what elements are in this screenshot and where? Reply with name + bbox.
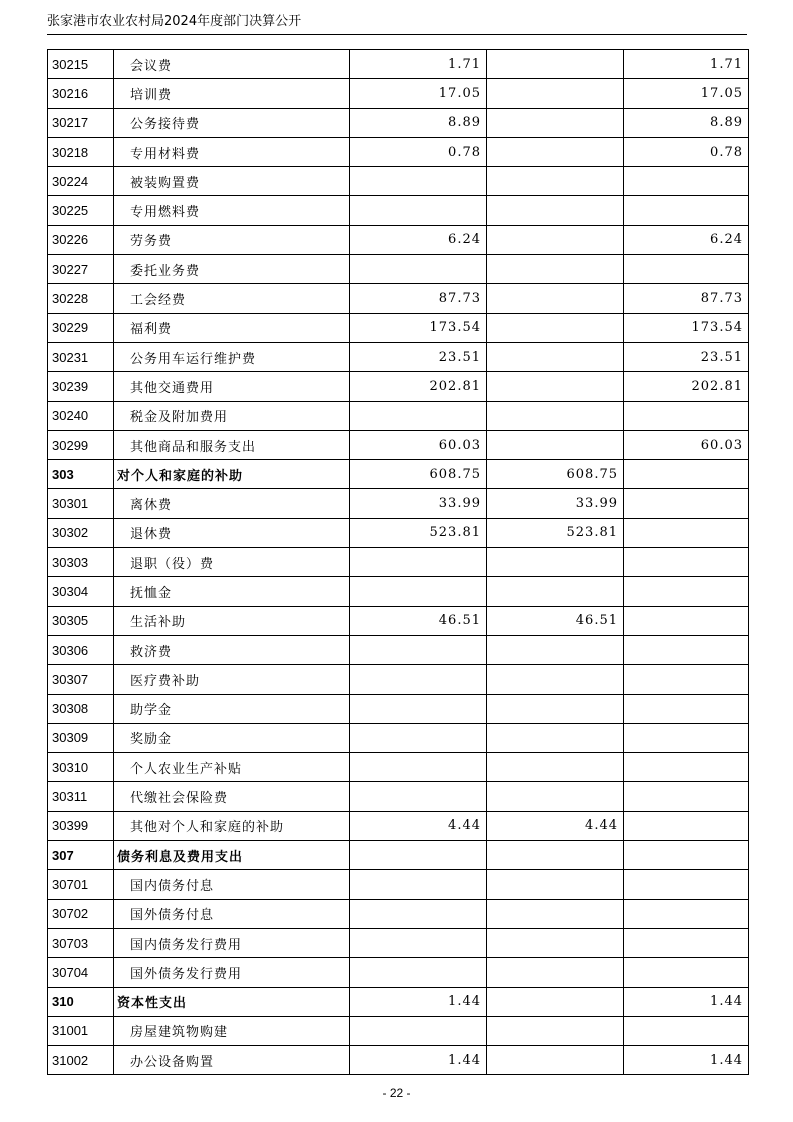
total-amount-cell — [350, 255, 487, 284]
expenditure-table — [47, 49, 749, 1075]
account-name-cell: 离休费 — [114, 489, 350, 518]
account-code-cell: 30218 — [48, 137, 114, 166]
basic-expenditure-cell — [487, 899, 624, 928]
total-amount-cell — [350, 694, 487, 723]
account-name-cell: 个人农业生产补贴 — [114, 753, 350, 782]
account-code-cell: 30307 — [48, 665, 114, 694]
account-name-cell: 国外债务付息 — [114, 899, 350, 928]
basic-expenditure-cell — [487, 870, 624, 899]
basic-expenditure-cell — [487, 108, 624, 137]
account-name-cell: 专用燃料费 — [114, 196, 350, 225]
basic-expenditure-cell — [487, 313, 624, 342]
basic-expenditure-cell — [487, 401, 624, 430]
account-code-cell: 307 — [48, 841, 114, 870]
total-amount-cell — [350, 958, 487, 987]
project-expenditure-cell — [624, 753, 749, 782]
total-amount-cell: 202.81 — [350, 372, 487, 401]
account-name-cell: 培训费 — [114, 79, 350, 108]
table-row — [48, 313, 749, 342]
account-code-cell: 30305 — [48, 606, 114, 635]
account-name-cell: 生活补助 — [114, 606, 350, 635]
table-row — [48, 225, 749, 254]
table-row — [48, 753, 749, 782]
account-name-cell: 被装购置费 — [114, 167, 350, 196]
total-amount-cell: 1.44 — [350, 987, 487, 1016]
total-amount-cell — [350, 753, 487, 782]
table-row — [48, 489, 749, 518]
total-amount-cell: 1.44 — [350, 1046, 487, 1075]
account-name-cell: 助学金 — [114, 694, 350, 723]
account-name-cell: 会议费 — [114, 50, 350, 79]
account-code-cell: 30215 — [48, 50, 114, 79]
project-expenditure-cell — [624, 196, 749, 225]
account-code-cell: 303 — [48, 460, 114, 489]
document-header: 张家港市农业农村局2024年度部门决算公开 — [47, 10, 747, 35]
total-amount-cell: 60.03 — [350, 430, 487, 459]
table-row — [48, 137, 749, 166]
account-code-cell: 30701 — [48, 870, 114, 899]
table-row — [48, 606, 749, 635]
table-row — [48, 723, 749, 752]
project-expenditure-cell: 1.71 — [624, 50, 749, 79]
account-name-cell: 公务用车运行维护费 — [114, 342, 350, 371]
account-name-cell: 奖励金 — [114, 723, 350, 752]
project-expenditure-cell — [624, 577, 749, 606]
basic-expenditure-cell — [487, 841, 624, 870]
total-amount-cell: 17.05 — [350, 79, 487, 108]
basic-expenditure-cell — [487, 665, 624, 694]
basic-expenditure-cell — [487, 1016, 624, 1045]
total-amount-cell: 523.81 — [350, 518, 487, 547]
project-expenditure-cell — [624, 167, 749, 196]
account-name-cell: 国内债务发行费用 — [114, 928, 350, 957]
project-expenditure-cell: 0.78 — [624, 137, 749, 166]
table-row — [48, 899, 749, 928]
account-name-cell: 办公设备购置 — [114, 1046, 350, 1075]
project-expenditure-cell: 17.05 — [624, 79, 749, 108]
project-expenditure-cell: 8.89 — [624, 108, 749, 137]
account-name-cell: 救济费 — [114, 635, 350, 664]
total-amount-cell: 4.44 — [350, 811, 487, 840]
table-row — [48, 255, 749, 284]
basic-expenditure-cell — [487, 50, 624, 79]
table-row — [48, 928, 749, 957]
total-amount-cell: 6.24 — [350, 225, 487, 254]
table-row — [48, 1016, 749, 1045]
account-name-cell: 代缴社会保险费 — [114, 782, 350, 811]
account-code-cell: 30217 — [48, 108, 114, 137]
basic-expenditure-cell — [487, 635, 624, 664]
basic-expenditure-cell: 46.51 — [487, 606, 624, 635]
project-expenditure-cell: 1.44 — [624, 1046, 749, 1075]
account-code-cell: 30227 — [48, 255, 114, 284]
basic-expenditure-cell — [487, 1046, 624, 1075]
account-name-cell: 抚恤金 — [114, 577, 350, 606]
account-name-cell: 资本性支出 — [114, 987, 350, 1016]
account-code-cell: 30399 — [48, 811, 114, 840]
account-code-cell: 30225 — [48, 196, 114, 225]
account-code-cell: 30239 — [48, 372, 114, 401]
basic-expenditure-cell — [487, 577, 624, 606]
account-name-cell: 其他对个人和家庭的补助 — [114, 811, 350, 840]
project-expenditure-cell: 87.73 — [624, 284, 749, 313]
table-body — [48, 50, 749, 1075]
project-expenditure-cell — [624, 635, 749, 664]
table-row — [48, 342, 749, 371]
total-amount-cell — [350, 928, 487, 957]
account-name-cell: 国外债务发行费用 — [114, 958, 350, 987]
account-code-cell: 30299 — [48, 430, 114, 459]
table-row — [48, 372, 749, 401]
total-amount-cell: 23.51 — [350, 342, 487, 371]
basic-expenditure-cell — [487, 987, 624, 1016]
project-expenditure-cell — [624, 958, 749, 987]
total-amount-cell: 8.89 — [350, 108, 487, 137]
table-row — [48, 870, 749, 899]
basic-expenditure-cell — [487, 284, 624, 313]
table-row — [48, 782, 749, 811]
account-code-cell: 310 — [48, 987, 114, 1016]
project-expenditure-cell — [624, 899, 749, 928]
basic-expenditure-cell: 4.44 — [487, 811, 624, 840]
account-name-cell: 委托业务费 — [114, 255, 350, 284]
table-row — [48, 635, 749, 664]
account-code-cell: 30702 — [48, 899, 114, 928]
table-row — [48, 694, 749, 723]
basic-expenditure-cell — [487, 372, 624, 401]
table-row — [48, 284, 749, 313]
project-expenditure-cell: 1.44 — [624, 987, 749, 1016]
basic-expenditure-cell: 523.81 — [487, 518, 624, 547]
account-name-cell: 福利费 — [114, 313, 350, 342]
project-expenditure-cell — [624, 841, 749, 870]
basic-expenditure-cell: 33.99 — [487, 489, 624, 518]
total-amount-cell: 1.71 — [350, 50, 487, 79]
account-code-cell: 30224 — [48, 167, 114, 196]
table-row — [48, 401, 749, 430]
account-name-cell: 退休费 — [114, 518, 350, 547]
project-expenditure-cell — [624, 811, 749, 840]
basic-expenditure-cell — [487, 723, 624, 752]
account-name-cell: 税金及附加费用 — [114, 401, 350, 430]
page-number: - 22 - — [382, 1086, 411, 1100]
basic-expenditure-cell — [487, 342, 624, 371]
account-name-cell: 劳务费 — [114, 225, 350, 254]
project-expenditure-cell — [624, 606, 749, 635]
project-expenditure-cell — [624, 870, 749, 899]
basic-expenditure-cell — [487, 782, 624, 811]
account-name-cell: 国内债务付息 — [114, 870, 350, 899]
table-row — [48, 841, 749, 870]
total-amount-cell — [350, 782, 487, 811]
basic-expenditure-cell — [487, 196, 624, 225]
project-expenditure-cell — [624, 782, 749, 811]
table-row — [48, 665, 749, 694]
total-amount-cell — [350, 665, 487, 694]
table-row — [48, 577, 749, 606]
account-code-cell: 30240 — [48, 401, 114, 430]
basic-expenditure-cell: 608.75 — [487, 460, 624, 489]
table-row — [48, 79, 749, 108]
table-row — [48, 958, 749, 987]
project-expenditure-cell — [624, 255, 749, 284]
table-row — [48, 548, 749, 577]
total-amount-cell: 173.54 — [350, 313, 487, 342]
basic-expenditure-cell — [487, 225, 624, 254]
total-amount-cell: 0.78 — [350, 137, 487, 166]
account-name-cell: 公务接待费 — [114, 108, 350, 137]
account-code-cell: 30304 — [48, 577, 114, 606]
basic-expenditure-cell — [487, 753, 624, 782]
project-expenditure-cell — [624, 518, 749, 547]
account-code-cell: 30308 — [48, 694, 114, 723]
account-code-cell: 30310 — [48, 753, 114, 782]
account-name-cell: 其他交通费用 — [114, 372, 350, 401]
account-name-cell: 房屋建筑物购建 — [114, 1016, 350, 1045]
table-row — [48, 50, 749, 79]
table-row — [48, 430, 749, 459]
account-code-cell: 30216 — [48, 79, 114, 108]
project-expenditure-cell — [624, 401, 749, 430]
account-code-cell: 31001 — [48, 1016, 114, 1045]
basic-expenditure-cell — [487, 928, 624, 957]
project-expenditure-cell — [624, 548, 749, 577]
project-expenditure-cell: 202.81 — [624, 372, 749, 401]
project-expenditure-cell — [624, 665, 749, 694]
account-name-cell: 其他商品和服务支出 — [114, 430, 350, 459]
account-code-cell: 30306 — [48, 635, 114, 664]
account-name-cell: 对个人和家庭的补助 — [114, 460, 350, 489]
account-code-cell: 30229 — [48, 313, 114, 342]
account-code-cell: 30309 — [48, 723, 114, 752]
account-code-cell: 30704 — [48, 958, 114, 987]
account-name-cell: 专用材料费 — [114, 137, 350, 166]
basic-expenditure-cell — [487, 79, 624, 108]
basic-expenditure-cell — [487, 137, 624, 166]
table-row — [48, 811, 749, 840]
total-amount-cell — [350, 1016, 487, 1045]
project-expenditure-cell — [624, 694, 749, 723]
total-amount-cell: 87.73 — [350, 284, 487, 313]
account-code-cell: 30226 — [48, 225, 114, 254]
project-expenditure-cell — [624, 489, 749, 518]
account-code-cell: 30301 — [48, 489, 114, 518]
account-code-cell: 30703 — [48, 928, 114, 957]
total-amount-cell: 608.75 — [350, 460, 487, 489]
total-amount-cell — [350, 401, 487, 430]
table-row — [48, 460, 749, 489]
basic-expenditure-cell — [487, 167, 624, 196]
account-name-cell: 医疗费补助 — [114, 665, 350, 694]
total-amount-cell — [350, 723, 487, 752]
project-expenditure-cell — [624, 1016, 749, 1045]
table-row — [48, 987, 749, 1016]
account-name-cell: 退职（役）费 — [114, 548, 350, 577]
total-amount-cell — [350, 899, 487, 928]
account-name-cell: 工会经费 — [114, 284, 350, 313]
total-amount-cell — [350, 870, 487, 899]
total-amount-cell: 46.51 — [350, 606, 487, 635]
basic-expenditure-cell — [487, 430, 624, 459]
account-code-cell: 31002 — [48, 1046, 114, 1075]
account-code-cell: 30231 — [48, 342, 114, 371]
project-expenditure-cell: 60.03 — [624, 430, 749, 459]
basic-expenditure-cell — [487, 548, 624, 577]
project-expenditure-cell — [624, 460, 749, 489]
table-row — [48, 518, 749, 547]
account-code-cell: 30311 — [48, 782, 114, 811]
account-code-cell: 30302 — [48, 518, 114, 547]
project-expenditure-cell — [624, 723, 749, 752]
table-row — [48, 108, 749, 137]
table-row — [48, 196, 749, 225]
account-name-cell: 债务利息及费用支出 — [114, 841, 350, 870]
account-code-cell: 30228 — [48, 284, 114, 313]
basic-expenditure-cell — [487, 958, 624, 987]
total-amount-cell — [350, 167, 487, 196]
basic-expenditure-cell — [487, 694, 624, 723]
total-amount-cell: 33.99 — [350, 489, 487, 518]
total-amount-cell — [350, 635, 487, 664]
project-expenditure-cell: 6.24 — [624, 225, 749, 254]
total-amount-cell — [350, 548, 487, 577]
account-code-cell: 30303 — [48, 548, 114, 577]
project-expenditure-cell — [624, 928, 749, 957]
project-expenditure-cell: 173.54 — [624, 313, 749, 342]
table-row — [48, 1046, 749, 1075]
table-row — [48, 167, 749, 196]
total-amount-cell — [350, 841, 487, 870]
project-expenditure-cell: 23.51 — [624, 342, 749, 371]
basic-expenditure-cell — [487, 255, 624, 284]
total-amount-cell — [350, 196, 487, 225]
total-amount-cell — [350, 577, 487, 606]
